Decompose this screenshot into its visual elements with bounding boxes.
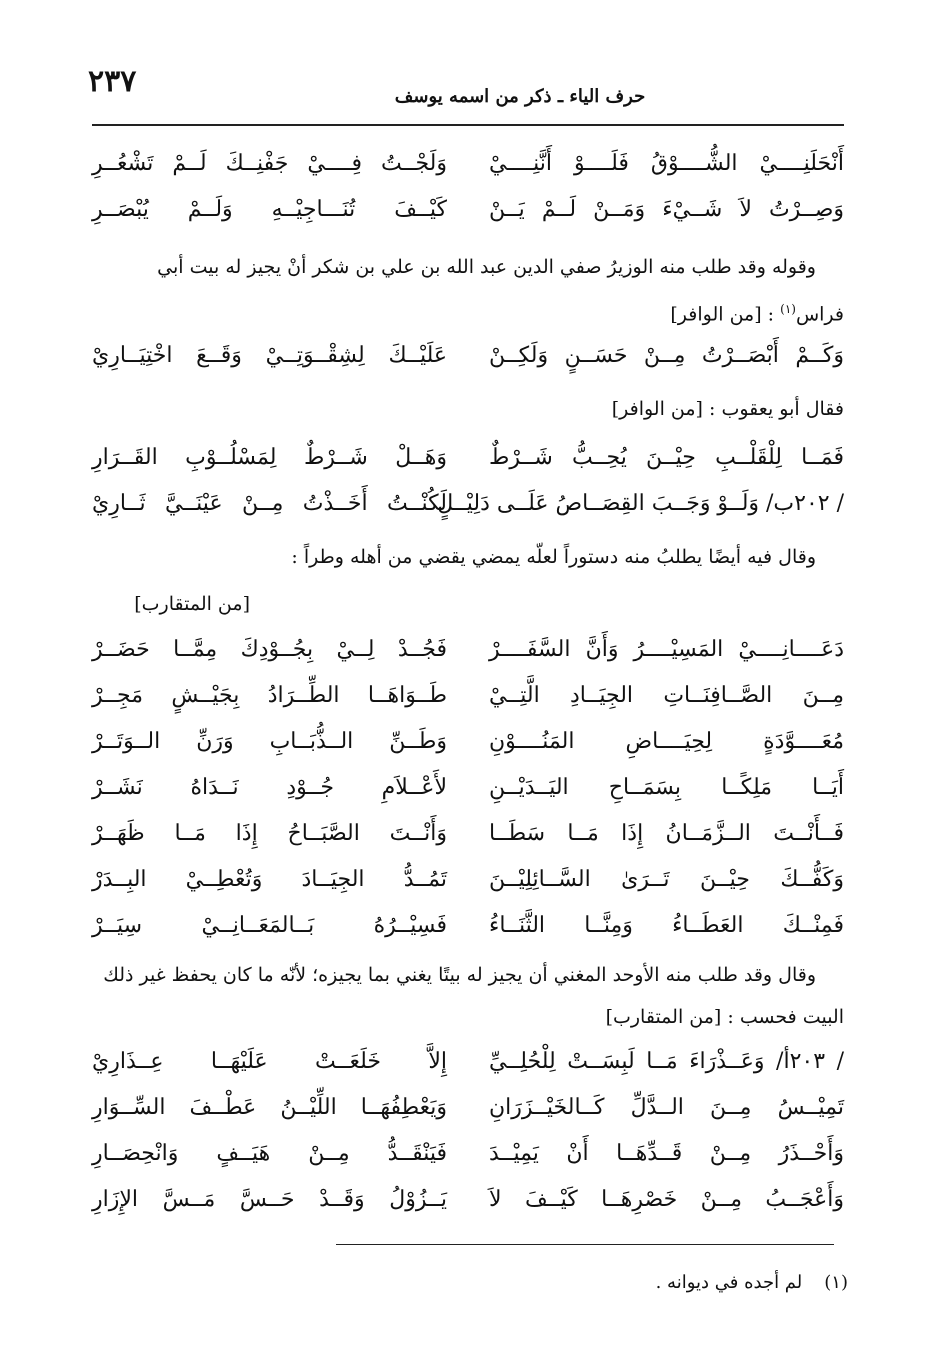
verse-line [92, 1180, 844, 1220]
verse-line [92, 814, 844, 854]
page-number: ٢٣٧ [88, 64, 137, 99]
first-hemistich: وَصِــرْتُ لاَ شَــيْءَ وَمَــنْ لَــمْ يَــنْ [489, 197, 844, 222]
verse-line [92, 1088, 844, 1128]
verse-line [92, 144, 844, 184]
verse-line [92, 676, 844, 716]
first-hemistich: تَمِيْــسُ مِــنَ الــدَّلِّ كَــالخَيْــزَرَانِ [489, 1095, 844, 1120]
verse-line [92, 438, 844, 478]
running-head: حرف الياء ـ ذكر من اسمه يوسف [394, 86, 646, 107]
prose-paragraph [92, 954, 844, 1038]
meter-label: [من المتقارب] [134, 593, 250, 615]
verse-line [92, 190, 844, 230]
second-hemistich: وَهَــلْ شَــرْطٌ لِمَسْلُــوْبِ القَــرَارِ [92, 445, 447, 470]
second-hemistich: وَيَعْطِفُهَــا اللِّيْــنُ عَطْــفَ السِّــوَارِ [92, 1095, 447, 1120]
first-hemistich: دَعَــــانِــــيْ المَسِيْــــرُ وَأَنَّ السَّفَــــرْ [489, 637, 844, 662]
second-hemistich: إِلاَّ خَلَعَــتْ عَلَيْهَــا عِــذَارِيْ [92, 1049, 447, 1074]
footnote-number: (١) [824, 1272, 848, 1293]
verse-line [92, 484, 844, 524]
first-hemistich: / ٢٠٣أ/ وَعَــذْرَاءَ مَــا لَبِسَــتْ لِلْحُلِــيِّ [489, 1049, 845, 1074]
meter-label: : [من الوافر] [611, 398, 716, 420]
first-hemistich: فَمِنْــكَ العَطَــاءُ وَمِنَّــا الثَّنَــاءُ [489, 913, 844, 938]
first-hemistich: مُعَــــوَّدَةٍ لِحِيَــــاضِ المَنُــــوْنِ [489, 729, 844, 754]
second-hemistich: لَكُنْــتُ أَخَــذْتُ مِــنْ عَيْنَــيَّ ثَــارِيْ [92, 491, 447, 516]
first-hemistich: وَكَفُّــكَ حِيْــنَ تَــرَىٰ السَّــائِلِيْــنَ [489, 867, 844, 892]
verse-line [92, 722, 844, 762]
first-hemistich: مِــنَ الصَّــافِنَــاتِ الجِيَــادِ الَّتِــيْ [489, 683, 844, 708]
verse-line [92, 630, 844, 670]
header-rule [92, 124, 844, 126]
verse-line [92, 768, 844, 808]
verse-line [92, 1134, 844, 1174]
footnote-text: لم أجده في ديوانه . [655, 1272, 803, 1293]
meter-label: : [من المتقارب] [605, 1006, 734, 1028]
second-hemistich: وَطَــنِّ الــذُّبَــابِ وَرَنِّ الــوَتَــرْ [92, 729, 447, 754]
second-hemistich: فَيَنْقَــدُّ مِــنْ هَيَــفٍ وَانْحِصَــارِ [92, 1141, 447, 1166]
verse-line [92, 336, 844, 376]
first-hemistich: فَــأَنْــتَ الــزَّمَــانُ إِذَا مَــا سَطَــا [489, 821, 844, 846]
second-hemistich: يَــزُوْلُ وَقَــدْ حَــسَّ مَــسَّ الإِزَارِ [92, 1187, 447, 1212]
first-hemistich: وَكَــمْ أَبْصَــرْتُ مِــنْ حَسَــنٍ وَلَكِــنْ [489, 343, 844, 368]
footnote-ref: (١) [780, 302, 796, 316]
paragraph-text: فقال أبو يعقوب [721, 398, 844, 420]
first-hemistich: أَيَــا مَلِكًــا بِسَمَــاحِ اليَــدَيْــنِ [489, 775, 844, 800]
paragraph-text: وقال وقد طلب منه الأوحد المغني أن يجيز له بيتًا يغني بما يجيزه؛ لأنّه ما كان يحفظ غير ذلك البيت فحسب [103, 964, 844, 1028]
first-hemistich: وَأَعْجَــبُ مِــنْ خَصْرِهَــا كَيْــفَ لاَ [489, 1187, 844, 1212]
verse-line [92, 860, 844, 900]
prose-paragraph [612, 388, 844, 430]
second-hemistich: لأَعْــلاَمِ جُــوْدِ نَــدَاهُ نَشَــرْ [92, 775, 447, 800]
first-hemistich: وَأَحْــذَرُ مِــنْ قَــدِّهَــا أَنْ يَمِيْــدَ [489, 1141, 844, 1166]
footnote-rule [336, 1244, 834, 1245]
second-hemistich: فَجُــدْ لِــيْ بِجُــوْدِكَ مِمَّــا حَضَــرْ [92, 637, 447, 662]
prose-paragraph [92, 246, 844, 335]
first-hemistich: فَمَــا لِلْقَلْــبِ حِيْــنَ يُحِــبُّ شَــرْطٌ [489, 445, 844, 470]
second-hemistich: كَيْــفَ تُنَـــاجِيْــهِ وَلَــمْ يُبْصَــرِ [92, 197, 447, 222]
first-hemistich: أَنْحَلَنِــــيْ الشُّــــوْقُ فَلَــــوْ أَنَّنِــــيْ [489, 151, 844, 176]
paragraph-text: وقوله وقد طلب منه الوزيرُ صفي الدين عبد الله بن علي بن شكر أنْ يجيز له بيت أبي فراس [157, 256, 844, 326]
second-hemistich: طَــوَاهَــا الطِّــرَادُ بِجَيْــشٍ مَجِــرْ [92, 683, 447, 708]
verse-line [92, 1042, 844, 1082]
second-hemistich: وَأَنْــتَ الصَّبَــاحُ إِذَا مَــا ظَهَــرْ [92, 821, 447, 846]
first-hemistich: / ٢٠٢ب/ وَلَــوْ وَجَــبَ القِصَــاصُ عَلَــى دَلِيْــلٍ [437, 491, 844, 516]
second-hemistich: وَلَجْــتُ فِــــيْ جَفْنِــكَ لَــمْ تَشْعُــرِ [92, 151, 447, 176]
meter-label: : [من الوافر] [670, 303, 775, 326]
second-hemistich: فَسِيْــرُهُ بَــالمَعَــانِــيْ سِيَــرْ [92, 913, 447, 938]
prose-paragraph: وقال فيه أيضًا يطلبُ منه دستوراً لعلّه يمضي يقضي من أهله وطراً : [291, 546, 816, 568]
second-hemistich: عَلَيْــكَ لِشِقْــوَتِــيْ وَقَــعَ اخْتِيَــارِيْ [92, 343, 447, 368]
verse-line [92, 906, 844, 946]
second-hemistich: تَمُــدُّ الجِيَــادَ وَتُعْطِــيْ البِــدَرْ [92, 867, 447, 892]
footnote [300, 1268, 848, 1298]
